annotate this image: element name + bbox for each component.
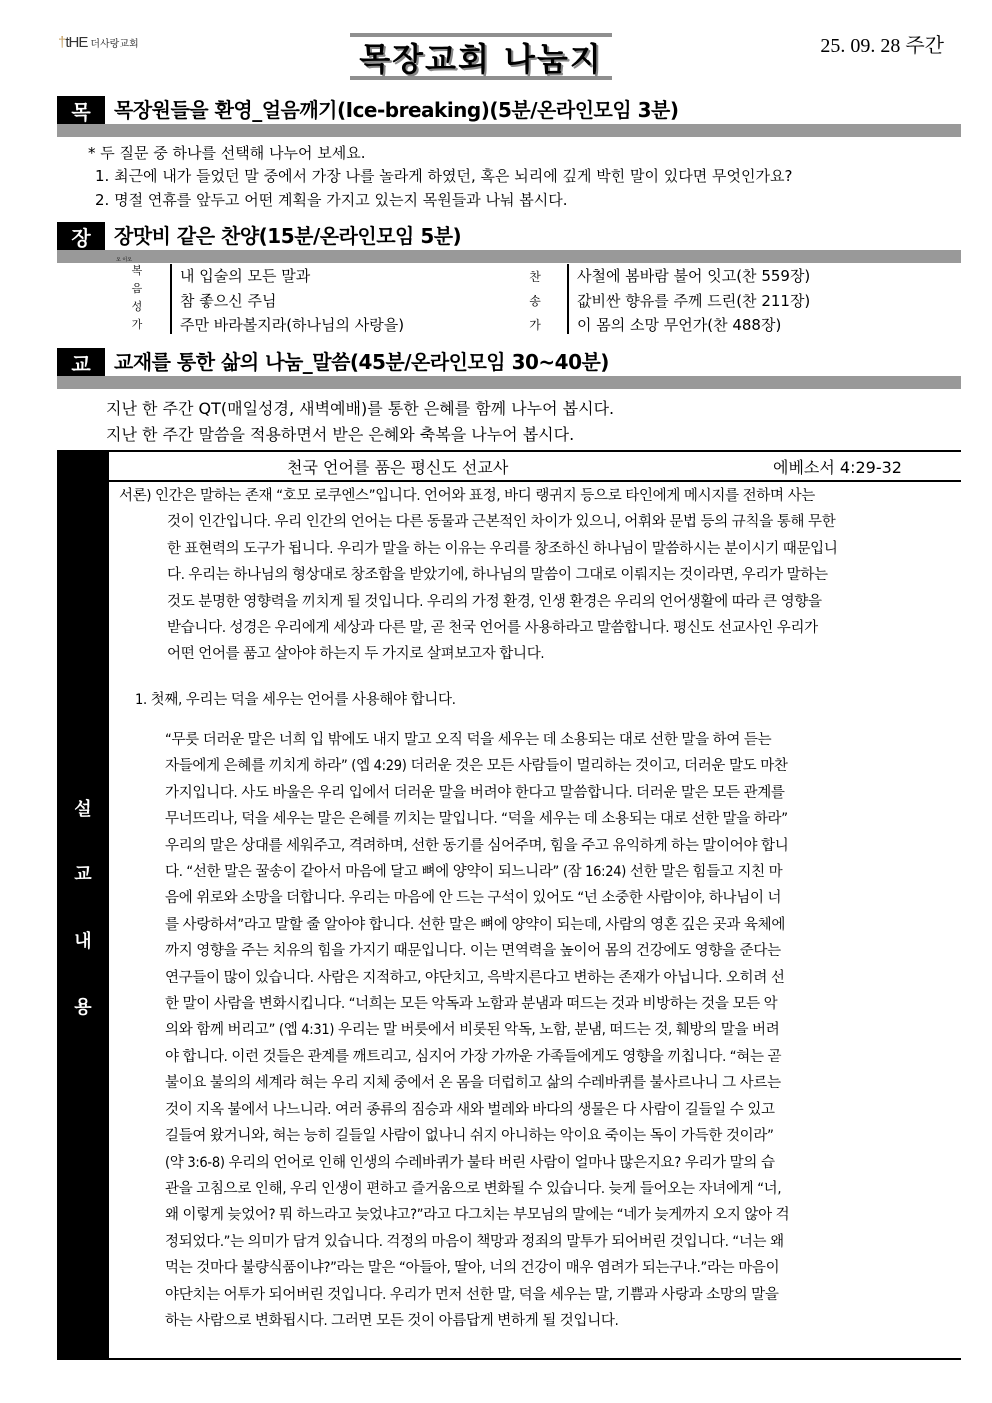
icebreaking-note: * 두 질문 중 하나를 선택해 나누어 보세요.	[88, 144, 366, 162]
section-divider-bar	[57, 250, 961, 263]
body-line: 관을 고침으로 인해, 우리 인생이 편하고 즐거움으로 변화될 수 있습니다. 늦게 들어오는 자녀에게 “너,	[165, 1180, 782, 1197]
body-line: 무너뜨리나, 덕을 세우는 말은 은혜를 끼치는 말입니다. “덕을 세우는 데 소용되는 대로 선한 말을 하라”	[165, 811, 788, 828]
logo-mark	[58, 34, 87, 51]
body-line: 다. “선한 말은 꿀송이 같아서 마음에 달고 뼈에 양약이 되느니라” (잠 16:24) 선한 말은 힘들고 지친 마	[165, 864, 783, 881]
body-line: 야단치는 어투가 되어버린 것입니다. 우리가 먼저 선한 말, 덕을 세우는 말, 기쁨과 사랑과 소망의 말을	[165, 1286, 779, 1303]
body-line: 먹는 것마다 불량식품이냐?”라는 말은 “아들아, 딸아, 너의 건강이 매우 염려가 되는구나.”라는 마음이	[165, 1260, 780, 1277]
body-line: 야 합니다. 이런 것들은 관계를 깨트리고, 심지어 가장 가까운 가족들에게도 영향을 끼칩니다. “혀는 곧	[165, 1048, 782, 1065]
section-title: 장맛비 같은 찬양(15분/온라인모임 5분)	[114, 224, 462, 248]
column-divider	[567, 264, 569, 334]
point-1-heading: 1. 첫째, 우리는 덕을 세우는 언어를 사용해야 합니다.	[135, 692, 456, 708]
sermon-box	[57, 450, 961, 1360]
week-date: 25. 09. 28 주간	[820, 35, 944, 57]
section-tag: 장	[57, 222, 105, 250]
label-char: 복	[131, 264, 143, 277]
body-line: 한 말이 사람을 변화시킵니다. “너희는 모든 악독과 노함과 분냄과 떠드는 것과 비방하는 것을 모든 악	[165, 996, 778, 1013]
section-praise-header	[57, 222, 961, 265]
gospel-label	[127, 262, 147, 334]
body-line: 가지입니다. 사도 바울은 우리 입에서 더러운 말을 버려야 한다고 말씀합니다. 더러운 말은 모든 관계를	[165, 784, 785, 801]
song-item: 내 입술의 모든 말과	[180, 267, 311, 285]
section-tag: 목	[57, 96, 105, 124]
body-line: 연구들이 많이 있습니다. 사람은 지적하고, 야단치고, 윽박지른다고 변하는 존재가 아닙니다. 오히려 선	[165, 969, 785, 986]
intro-line: 한 표현력의 도구가 됩니다. 우리가 말을 하는 이유는 우리를 창조하신 하나님이 말씀하시는 분이시기 때문입니	[167, 540, 838, 557]
song-item: 이 몸의 소망 무언가(찬 488장)	[577, 316, 782, 334]
body-line: 음에 위로와 소망을 더합니다. 우리는 마음에 안 드는 구석이 있어도 “넌 소중한 사람이야, 하나님이 너	[165, 890, 782, 907]
logo-mark-text: tHE	[65, 34, 88, 51]
body-line: 자들에게 은혜를 끼치게 하라” (엡 4:29) 더러운 것은 모든 사람들이 멀리하는 것이고, 더러운 말도 마찬	[165, 758, 788, 775]
sermon-intro	[119, 483, 957, 668]
section-divider-bar	[57, 376, 961, 389]
intro-line: 것도 분명한 영향력을 끼치게 될 것입니다. 우리의 가정 환경, 인생 환경은 우리의 언어생활에 따라 큰 영향을	[167, 593, 822, 610]
label-char: 가	[131, 318, 143, 331]
sermon-top-rule	[109, 450, 961, 452]
section-tag: 교	[57, 348, 105, 376]
body-line: 하는 사람으로 변화됩시다. 그러면 모든 것이 아름답게 변하게 될 것입니다.	[165, 1312, 619, 1329]
body-line: 불이요 불의의 세계라 혀는 우리 지체 중에서 온 몸을 더럽히고 삶의 수레바퀴를 불사르나니 그 사르는	[165, 1075, 781, 1092]
column-divider	[170, 264, 172, 334]
sermon-header-rule	[109, 480, 961, 482]
body-line: 의와 함께 버리고” (엡 4:31) 우리는 말 버릇에서 비롯된 악독, 노함, 분냄, 떠드는 것, 훼방의 말을 버려	[165, 1022, 780, 1039]
hymn-label	[525, 265, 545, 337]
label-char: 성	[131, 300, 143, 313]
intro-line: 다. 우리는 하나님의 형상대로 창조함을 받았기에, 하나님의 말씀이 그대로 이뤄지는 것이라면, 우리가 말하는	[167, 567, 828, 584]
section-divider-bar	[57, 124, 961, 137]
body-line: 왜 이렇게 늦었어? 뭐 하느라고 늦었냐고?”라고 다그치는 부모님의 말에는 “네가 늦게까지 오지 않아 걱	[165, 1207, 790, 1224]
page-title-box	[350, 33, 612, 80]
page-title: 목장교회 나눔지	[359, 39, 603, 78]
sermon-body	[165, 727, 959, 1334]
question-2: 2. 명절 연휴를 앞두고 어떤 계획을 가지고 있는지 목원들과 나눠 봅시다.	[95, 191, 568, 209]
sermon-bottom-rule	[109, 1358, 961, 1360]
intro-line: 받습니다. 성경은 우리에게 세상과 다른 말, 곧 천국 언어를 사용하라고 말씀합니다. 평신도 선교사인 우리가	[167, 620, 818, 637]
intro-line: 어떤 언어를 품고 살아야 하는지 두 가지로 살펴보고자 합니다.	[167, 646, 545, 663]
song-item: 참 좋으신 주님	[180, 291, 277, 310]
intro-line: 것이 인간입니다. 우리 인간의 언어는 다른 동물과 근본적인 차이가 있으니, 어휘와 문법 등의 규칙을 통해 무한	[167, 514, 836, 531]
side-label-char: 용	[74, 997, 92, 1018]
question-1: 1. 최근에 내가 들었던 말 중에서 가장 나를 놀라게 하였던, 혹은 뇌리에 깊게 박힌 말이 있다면 무엇인가요?	[95, 167, 793, 185]
sermon-side-bar	[57, 450, 109, 1360]
label-char: 가	[529, 318, 541, 332]
body-line: “무릇 더러운 말은 너희 입 밖에도 내지 말고 오직 덕을 세우는 데 소용되는 대로 선한 말을 하여 듣는	[165, 732, 772, 748]
hymn-song-list	[577, 265, 810, 339]
body-line: 우리의 말은 상대를 세워주고, 격려하며, 선한 동기를 심어주며, 힘을 주고 유익하게 하는 말이어야 합니	[165, 837, 789, 854]
intro-line: 서론) 인간은 말하는 존재 “호모 로쿠엔스”입니다. 언어와 표정, 바디 랭귀지 등으로 타인에게 메시지를 전하며 사는	[119, 488, 815, 504]
body-line: 길들여 왔거니와, 혀는 능히 길들일 사람이 없나니 쉬지 아니하는 악이요 죽이는 독이 가득한 것이라”	[165, 1128, 774, 1145]
section-icebreaking-header	[57, 96, 961, 139]
church-name: 더사랑교회	[90, 39, 139, 50]
body-line: 까지 영향을 주는 치유의 힘을 가지기 때문입니다. 이는 면역력을 높이어 몸의 건강에도 영향을 준다는	[165, 943, 781, 960]
song-item: 값비싼 향유를 주께 드린(찬 211장)	[577, 291, 811, 310]
section-word-header	[57, 348, 961, 391]
scripture-reference: 에베소서 4:29-32	[773, 458, 902, 477]
song-item: 사철에 봄바람 불어 잇고(찬 559장)	[577, 267, 811, 285]
section-title: 목장원들을 환영_얼음깨기(Ice-breaking)(5분/온라인모임 3분)	[114, 98, 679, 122]
cross-icon: †	[58, 34, 66, 51]
section-title: 교재를 통한 삶의 나눔_말씀(45분/온라인모임 30~40분)	[114, 350, 609, 374]
label-char: 송	[529, 294, 541, 308]
body-line: 정되었다.”는 의미가 담겨 있습니다. 걱정의 마음이 책망과 정죄의 말투가 되어버린 것입니다. “너는 왜	[165, 1233, 784, 1250]
sharing-prompt-1: 지난 한 주간 QT(매일성경, 새벽예배)를 통한 은혜를 함께 나누어 봅시다.	[106, 399, 615, 418]
sermon-title: 천국 언어를 품은 평신도 선교사	[287, 458, 509, 477]
sharing-prompt-2: 지난 한 주간 말씀을 적용하면서 받은 은혜와 축복을 나누어 봅시다.	[106, 425, 575, 444]
tiny-note: 오 이오	[116, 257, 133, 263]
body-line: (약 3:6-8) 우리의 언어로 인해 인생의 수레바퀴가 불타 버린 사람이 얼마나 많은지요? 우리가 말의 습	[165, 1154, 775, 1171]
body-line: 를 사랑하셔”라고 말할 줄 알아야 합니다. 선한 말은 뼈에 양약이 되는데, 사람의 영혼 깊은 곳과 육체에	[165, 916, 786, 933]
side-label-char: 교	[74, 864, 92, 885]
song-item: 주만 바라볼지라(하나님의 사랑을)	[180, 316, 405, 334]
side-label-char: 내	[74, 931, 92, 952]
gospel-song-list	[180, 265, 404, 339]
label-char: 음	[131, 282, 143, 295]
body-line: 것이 지옥 불에서 나느니라. 여러 종류의 짐승과 새와 벌레와 바다의 생물은 다 사람이 길들일 수 있고	[165, 1101, 775, 1118]
side-label-char: 설	[74, 799, 92, 820]
label-char: 찬	[529, 270, 541, 284]
church-logo	[58, 34, 139, 51]
